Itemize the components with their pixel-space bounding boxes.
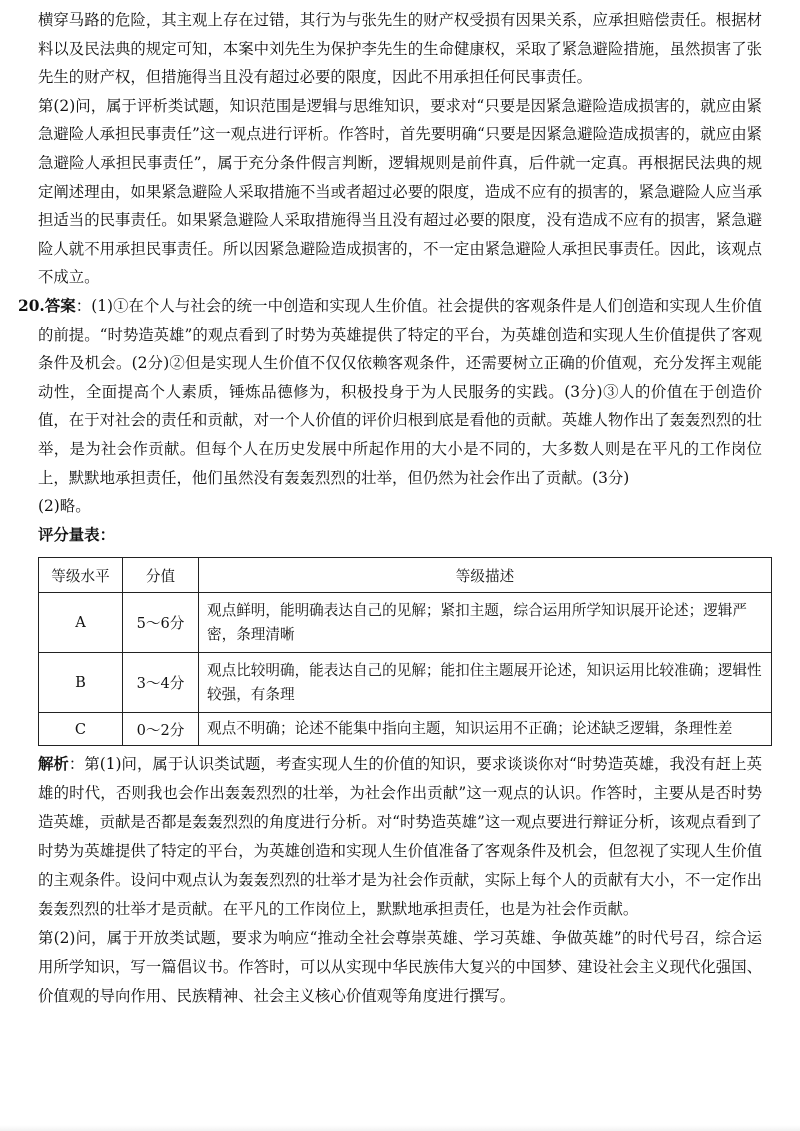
question-number: 20. [18,296,45,315]
answer-label: 答案 [44,296,76,315]
rubric-score-b: 3～4分 [123,653,199,713]
table-row [39,653,772,713]
answer-part-2: (2)略。 [38,497,91,516]
answer-text: ：(1)①在个人与社会的统一中创造和实现人生价值。社会提供的客观条件是人们创造和实现人生价值的前提。“时势造英雄”的观点看到了时势为英雄提供了特定的平台，为英雄创造和实现人生价值提供了客观条件及机会。(2分)②但是实现人生价值不仅仅依赖客观条件，还需要树立正确的价值观，充分发挥主观能动性，全面提高个人素质，锤炼品德修为，积极投身于为人民服务的实践。(3分)③人的价值在于创造价值，在于对社会的责任和贡献，对一个人价值的评价归根到底是看他的贡献。英雄人物作出了轰轰烈烈的壮举，是为社会作贡献。但每个人在历史发展中所起作用的大小是不同的，大多数人则是在平凡的工作岗位上，默默地承担责任，他们虽然没有轰轰烈烈的壮举，但仍然为社会作出了贡献。(3分) [38,296,762,487]
analysis-paragraph-2: 第(2)问，属于开放类试题，要求为响应“推动全社会尊崇英雄、学习英雄、争做英雄”的时代号召，综合运用所学知识，写一篇倡议书。作答时，可以从实现中华民族伟大复兴的中国梦、建设社会主义现代化强国、价值观的导向作用、民族精神、社会主义核心价值观等角度进行撰写。 [38,929,762,1006]
rubric-score-a: 5～6分 [123,593,199,653]
rubric-header-level: 等级水平 [39,558,123,593]
rubric-desc-b: 观点比较明确，能表达自己的见解；能扣住主题展开论述，知识运用比较准确；逻辑性较强，有条理 [199,653,772,713]
rubric-title: 评分量表： [38,525,115,544]
question-20-block [18,292,762,1011]
analysis-label: 解析 [38,755,69,774]
page-bottom-edge [0,1125,800,1131]
rubric-desc-a: 观点鲜明，能明确表达自己的见解；紧扣主题，综合运用所学知识展开论述；逻辑严密，条理清晰 [199,593,772,653]
prev-answer-paragraph-2: 第(2)问，属于评析类试题，知识范围是逻辑与思维知识，要求对“只要是因紧急避险造成损害的，就应由紧急避险人承担民事责任”这一观点进行评析。作答时，首先要明确“只要是因紧急避险造成损害的，就应由紧急避险人承担民事责任”，属于充分条件假言判断，逻辑规则是前件真，后件就一定真。再根据民法典的规定阐述理由，如果紧急避险人采取措施不当或者超过必要的限度，造成不应有的损害的，紧急避险人应当承担适当的民事责任。如果紧急避险人采取措施得当且没有超过必要的限度，没有造成不应有的损害，紧急避险人就不用承担民事责任。所以因紧急避险造成损害的，不一定由紧急避险人承担民事责任。因此，该观点不成立。 [38,96,762,287]
rubric-header-row [39,558,772,593]
table-row [39,593,772,653]
question-20-answer [18,292,762,492]
analysis-text-1: ：第(1)问，属于认识类试题，考查实现人生的价值的知识，要求谈谈你对“时势造英雄，我没有赶上英雄的时代，否则我也会作出轰轰烈烈的壮举，为社会作出贡献”这一观点的认识。作答时，主要从是否时势造英雄，贡献是否都是轰轰烈烈的角度进行分析。对“时势造英雄”这一观点要进行辩证分析，该观点看到了时势为英雄提供了特定的平台，为英雄创造和实现人生价值准备了客观条件及机会，但忽视了实现人生价值的主观条件。设问中观点认为轰轰烈烈的壮举才是为社会作贡献，实际上每个人的贡献有大小，不一定作出轰轰烈烈的壮举才是贡献。在平凡的工作岗位上，默默地承担责任，也是为社会作贡献。 [38,755,762,919]
rubric-level-b: B [39,653,123,713]
rubric-header-desc: 等级描述 [199,558,772,593]
rubric-score-c: 0～2分 [123,713,199,746]
rubric-level-c: C [39,713,123,746]
rubric-header-score: 分值 [123,558,199,593]
rubric-table [38,557,772,746]
rubric-desc-c: 观点不明确；论述不能集中指向主题，知识运用不正确；论述缺乏逻辑，条理性差 [199,713,772,746]
analysis-paragraph-1 [38,750,762,924]
rubric-level-a: A [39,593,123,653]
prev-answer-paragraph-1: 横穿马路的危险，其主观上存在过错，其行为与张先生的财产权受损有因果关系，应承担赔偿责任。根据材料以及民法典的规定可知，本案中刘先生为保护李先生的生命健康权，采取了紧急避险措施，虽然损害了张先生的财产权，但措施得当且没有超过必要的限度，因此不用承担任何民事责任。 [38,11,762,87]
table-row [39,713,772,746]
